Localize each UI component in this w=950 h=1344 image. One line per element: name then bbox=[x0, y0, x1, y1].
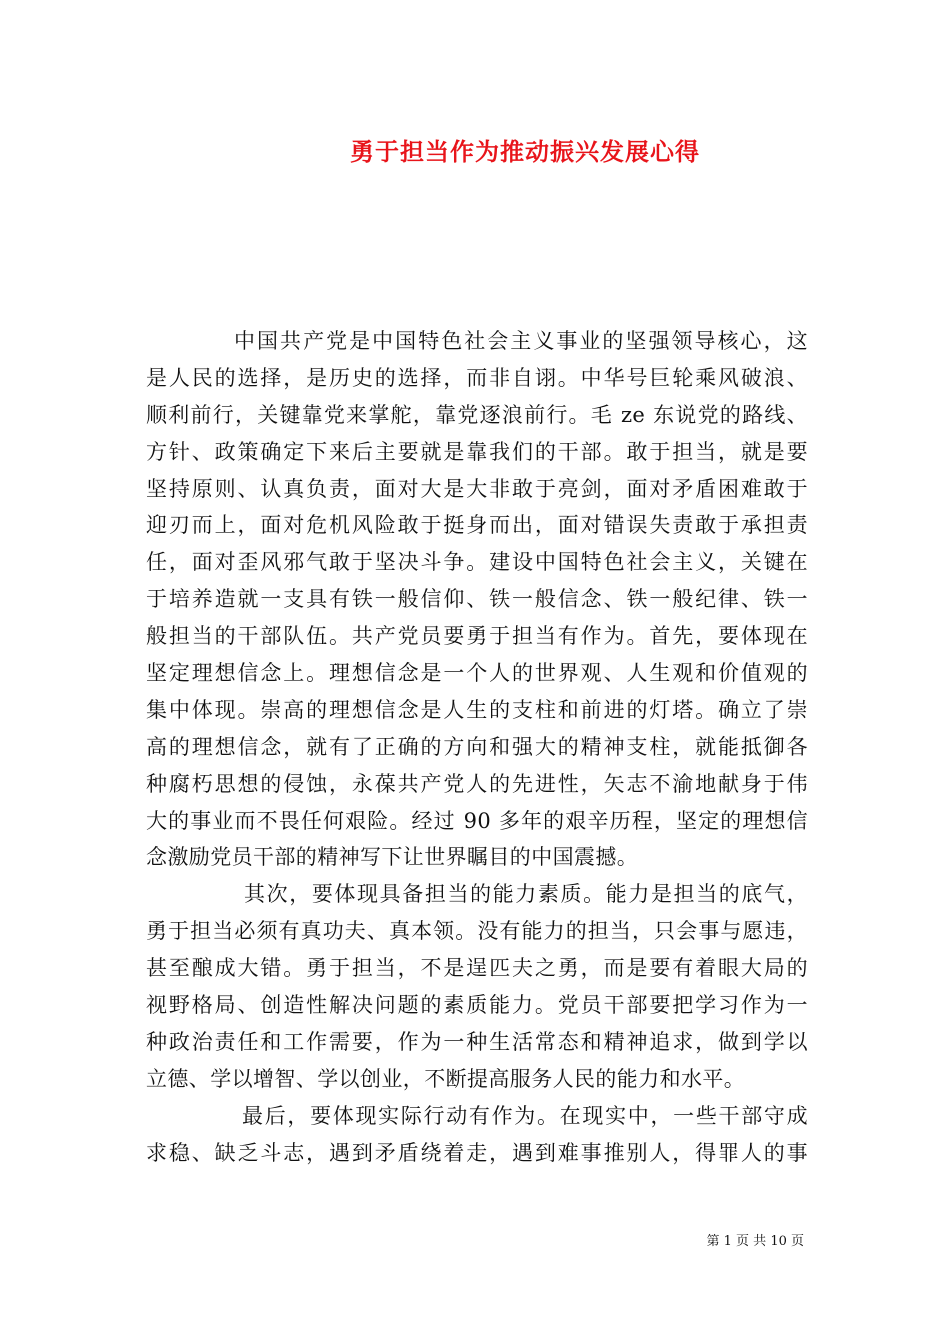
paragraph-1 bbox=[146, 323, 808, 876]
text-line: 立德、学以增智、学以创业，不断提高服务人民的能力和水平。 bbox=[146, 1066, 746, 1091]
text-line: 种腐朽思想的侵蚀，永葆共产党人的先进性，矢志不渝地献身于伟 bbox=[146, 771, 808, 796]
text-line: 大的事业而不畏任何艰险。经过 90 多年的艰辛历程，坚定的理想信 bbox=[146, 808, 808, 833]
text-line: 念激励党员干部的精神写下让世界瞩目的中国震撼。 bbox=[146, 845, 639, 870]
text-line: 视野格局、创造性解决问题的素质能力。党员干部要把学习作为一 bbox=[146, 993, 808, 1018]
text-line: 方针、政策确定下来后主要就是靠我们的干部。敢于担当，就是要 bbox=[146, 439, 808, 464]
text-line: 求稳、缺乏斗志，遇到矛盾绕着走，遇到难事推别人，得罪人的事 bbox=[146, 1140, 808, 1165]
text-line: 是人民的选择，是历史的选择，而非自诩。中华号巨轮乘风破浪、 bbox=[146, 365, 808, 390]
text-line: 最后，要体现实际行动有作为。在现实中，一些干部守成 bbox=[242, 1103, 808, 1128]
text-line: 高的理想信念，就有了正确的方向和强大的精神支柱，就能抵御各 bbox=[146, 734, 808, 759]
text-line: 般担当的干部队伍。共产党员要勇于担当有作为。首先，要体现在 bbox=[146, 624, 808, 649]
page-number: 第 1 页 共 10 页 bbox=[706, 1234, 804, 1249]
body-text bbox=[146, 323, 808, 1171]
text-line: 迎刃而上，面对危机风险敢于挺身而出，面对错误失责敢于承担责 bbox=[146, 513, 808, 538]
page-title: 勇于担当作为推动振兴发展心得 bbox=[350, 137, 700, 166]
text-line: 集中体现。崇高的理想信念是人生的支柱和前进的灯塔。确立了崇 bbox=[146, 697, 808, 722]
text-line: 于培养造就一支具有铁一般信仰、铁一般信念、铁一般纪律、铁一 bbox=[146, 587, 808, 612]
text-line: 坚定理想信念上。理想信念是一个人的世界观、人生观和价值观的 bbox=[146, 661, 808, 686]
text-line: 中国共产党是中国特色社会主义事业的坚强领导核心，这 bbox=[234, 329, 808, 353]
paragraph-3 bbox=[146, 1098, 808, 1172]
text-line: 任，面对歪风邪气敢于坚决斗争。建设中国特色社会主义，关键在 bbox=[146, 550, 808, 575]
text-line: 坚持原则、认真负责，面对大是大非敢于亮剑，面对矛盾困难敢于 bbox=[146, 476, 808, 501]
text-line: 甚至酿成大错。勇于担当，不是逞匹夫之勇，而是要有着眼大局的 bbox=[146, 956, 808, 981]
text-line: 其次，要体现具备担当的能力素质。能力是担当的底气， bbox=[244, 882, 808, 907]
paragraph-2 bbox=[146, 876, 808, 1097]
text-line: 勇于担当必须有真功夫、真本领。没有能力的担当，只会事与愿违， bbox=[146, 919, 808, 944]
text-line: 顺利前行，关键靠党来掌舵，靠党逐浪前行。毛 ze 东说党的路线、 bbox=[146, 402, 808, 427]
text-line: 种政治责任和工作需要，作为一种生活常态和精神追求，做到学以 bbox=[146, 1029, 808, 1054]
